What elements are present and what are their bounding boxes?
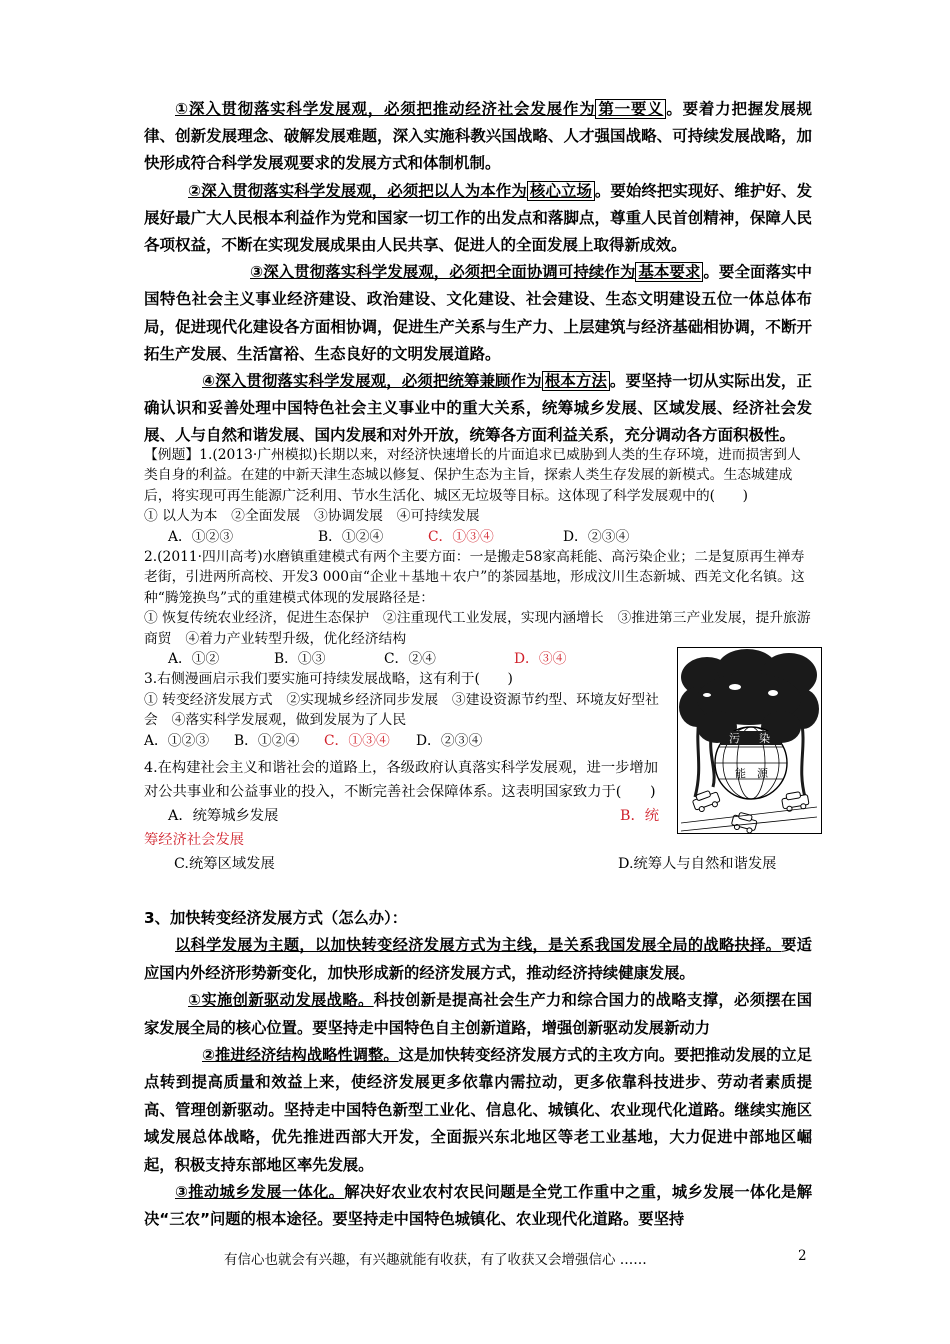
option-b: B．①②④: [318, 528, 384, 545]
option-a: A．①②: [168, 651, 220, 668]
question-1-text: 【例题】1.(2013·广州模拟)长期以来，对经济快速增长的片面追求已威胁到人类的生存环境，进而损害到人类自身的利益。在建的中新天津生态城以修复、保护生态为主旨，探索人类生存发展的新模式。生态城建成后，将实现可再生能源广泛利用、节水生活化、城区无垃圾等目标。这体现了科学发展观中的( ): [144, 447, 801, 504]
lead-paragraph: [144, 932, 812, 987]
paragraph-text: 这是加快转变经济发展方式的主攻方向。要把推动发展的立足点转到提高质量和效益上来，使经济发展更多依靠内需拉动，更多依靠科技进步、劳动者素质提高、管理创新驱动。坚持走中国特色新型工业化、信息化、城镇化、农业现代化道路。继续实施区域发展总体战略，优先推进西部大开发，全面振兴东北地区等老工业基地，大力促进中部地区崛起，积极支持东部地区率先发展。: [144, 1046, 812, 1174]
underlined-lead: 以科学发展为主题，以加快转变经济发展方式为主线，是关系我国发展全局的战略抉择。: [175, 936, 782, 955]
paragraph-structure: [144, 1042, 812, 1179]
option-d: D．②③④: [563, 528, 630, 545]
paragraph-text: 。要着力把握发展规律、创新发展理念、破解发展难题，深入实施科教兴国战略、人才强国战略、可持续发展战略，加快形成符合科学发展观要求的发展方式和体制机制。: [144, 100, 812, 173]
question-2-items: ① 恢复传统农业经济，促进生态保护 ②注重现代工业发展，实现内涵增长 ③推进第三产业发展，提升旅游商贸 ④着力产业转型升级，优化经济结构: [144, 610, 811, 647]
option-a: A．统筹城乡发展: [168, 808, 279, 824]
boxed-keyword: 基本要求: [635, 262, 703, 282]
pollution-energy-cartoon: [677, 647, 822, 834]
paragraph-text: 要适应国内外经济形势新变化，加快形成新的经济发展方式，推动经济持续健康发展。: [144, 936, 812, 982]
option-d: D.统筹人与自然和谐发展: [618, 856, 777, 872]
question-3-text: 3.右侧漫画启示我们要实施可持续发展战略，这有利于( ): [144, 671, 513, 688]
label-pollution-2: 染: [759, 732, 770, 745]
section-scientific-development: [144, 96, 812, 450]
boxed-keyword: 第一要义: [595, 99, 666, 119]
paragraph-text: 解决好农业农村农民问题是全党工作重中之重，城乡发展一体化是解决“三农”问题的根本途径。要坚持走中国特色城镇化、农业现代化道路。要坚持: [144, 1183, 812, 1229]
option-c-correct: C．①③④: [428, 528, 494, 545]
option-c-correct: C．①③④: [324, 732, 390, 749]
section-transform-growth-mode: [144, 905, 812, 1234]
underlined-lead: ①实施创新驱动发展战略。: [188, 991, 374, 1010]
section-heading: 3、加快转变经济发展方式（怎么办）：: [144, 909, 408, 927]
underlined-lead: ①深入贯彻落实科学发展观，必须把推动经济社会发展作为: [175, 100, 596, 118]
paragraph-first-essence: [144, 96, 812, 178]
underlined-lead: ③深入贯彻落实科学发展观，必须把全面协调可持续作为: [250, 263, 636, 282]
boxed-keyword: 根本方法: [542, 371, 610, 391]
paragraph-core-stand: [144, 178, 812, 260]
page-footer: [0, 1248, 950, 1268]
option-b-continued: 筹经济社会发展: [144, 832, 245, 848]
paragraph-text: 科技创新是提高社会生产力和综合国力的战略支撑，必须摆在国家发展全局的核心位置。要坚持走中国特色自主创新道路，增强创新驱动发展新动力: [144, 991, 812, 1037]
paragraph-urban-rural: [144, 1179, 812, 1234]
option-d: D．②③④: [416, 732, 483, 749]
globe-icon: [715, 727, 787, 799]
question-1-items: ① 以人为本 ②全面发展 ③协调发展 ④可持续发展: [144, 508, 480, 525]
paragraph-text: 。要全面落实中国特色社会主义事业经济建设、政治建设、文化建设、社会建设、生态文明建设五位一体总体布局，促进现代化建设各方面相协调，促进生产关系与生产力、上层建筑与经济基础相协调，不断开拓生产发展、生活富裕、生态良好的文明发展道路。: [144, 263, 812, 363]
question-4-options-row2: [144, 852, 812, 876]
footer-motto: 有信心也就会有兴趣，有兴趣就能有收获，有了收获又会增强信心 ……: [224, 1252, 647, 1268]
question-4-text: 4.在构建社会主义和谐社会的道路上，各级政府认真落实科学发展观，进一步增加对公共事业和公益事业的投入，不断完善社会保障体系。这表明国家致力于( ): [144, 760, 659, 800]
question-2-text: 2.(2011·四川高考)水磨镇重建模式有两个主要方面：一是搬走58家高耗能、高污染企业；二是复原再生禅寿老街，引进两所高校、开发3 000亩“企业＋基地＋农户”的茶园基地，形成汶川生态新城、西羌文化名镇。这种“腾笼换鸟”式的重建模式体现的发展路径是：: [144, 549, 805, 606]
option-b: B．①②④: [234, 732, 300, 749]
paragraph-text: 。要始终把实现好、维护好、发展好最广大人民根本利益作为党和国家一切工作的出发点和落脚点，尊重人民首创精神，保障人民各项权益，不断在实现发展成果由人民共享、促进人的全面发展上取得新成效。: [144, 181, 812, 255]
paragraph-basic-requirement: [144, 259, 812, 368]
cartoon-drawing: [677, 647, 822, 834]
boxed-keyword: 核心立场: [527, 181, 595, 201]
label-pollution-1: 污: [729, 732, 740, 745]
underlined-lead: ③推动城乡发展一体化。: [175, 1183, 345, 1202]
option-a: A．①②③: [144, 732, 210, 749]
option-b: B．①③: [274, 651, 326, 668]
question-1-options: [144, 527, 814, 547]
option-d-correct: D．③④: [514, 651, 567, 668]
label-energy-1: 能: [735, 767, 746, 780]
question-3-items: ① 转变经济发展方式 ②实现城乡经济同步发展 ③建设资源节约型、环境友好型社会 ④落实科学发展观，做到发展为了人民: [144, 691, 659, 729]
underlined-lead: ②推进经济结构战略性调整。: [202, 1046, 399, 1065]
page-number: 2: [798, 1248, 807, 1264]
paragraph-fundamental-method: [144, 368, 812, 450]
underlined-lead: ②深入贯彻落实科学发展观，必须把以人为本作为: [188, 181, 527, 200]
underlined-lead: ④深入贯彻落实科学发展观，必须把统筹兼顾作为: [202, 372, 542, 391]
option-b-correct: B．统: [620, 808, 660, 824]
option-c: C.统筹区域发展: [174, 856, 275, 872]
paragraph-text: 。要坚持一切从实际出发，正确认识和妥善处理中国特色社会主义事业中的重大关系，统筹城乡发展、区域发展、经济社会发展、人与自然和谐发展、国内发展和对外开放，统筹各方面利益关系，充分调动各方面积极性。: [144, 372, 812, 445]
paragraph-innovation: [144, 987, 812, 1042]
option-c: C．②④: [384, 651, 436, 668]
option-a: A．①②③: [168, 528, 234, 545]
label-energy-2: 源: [757, 767, 768, 780]
